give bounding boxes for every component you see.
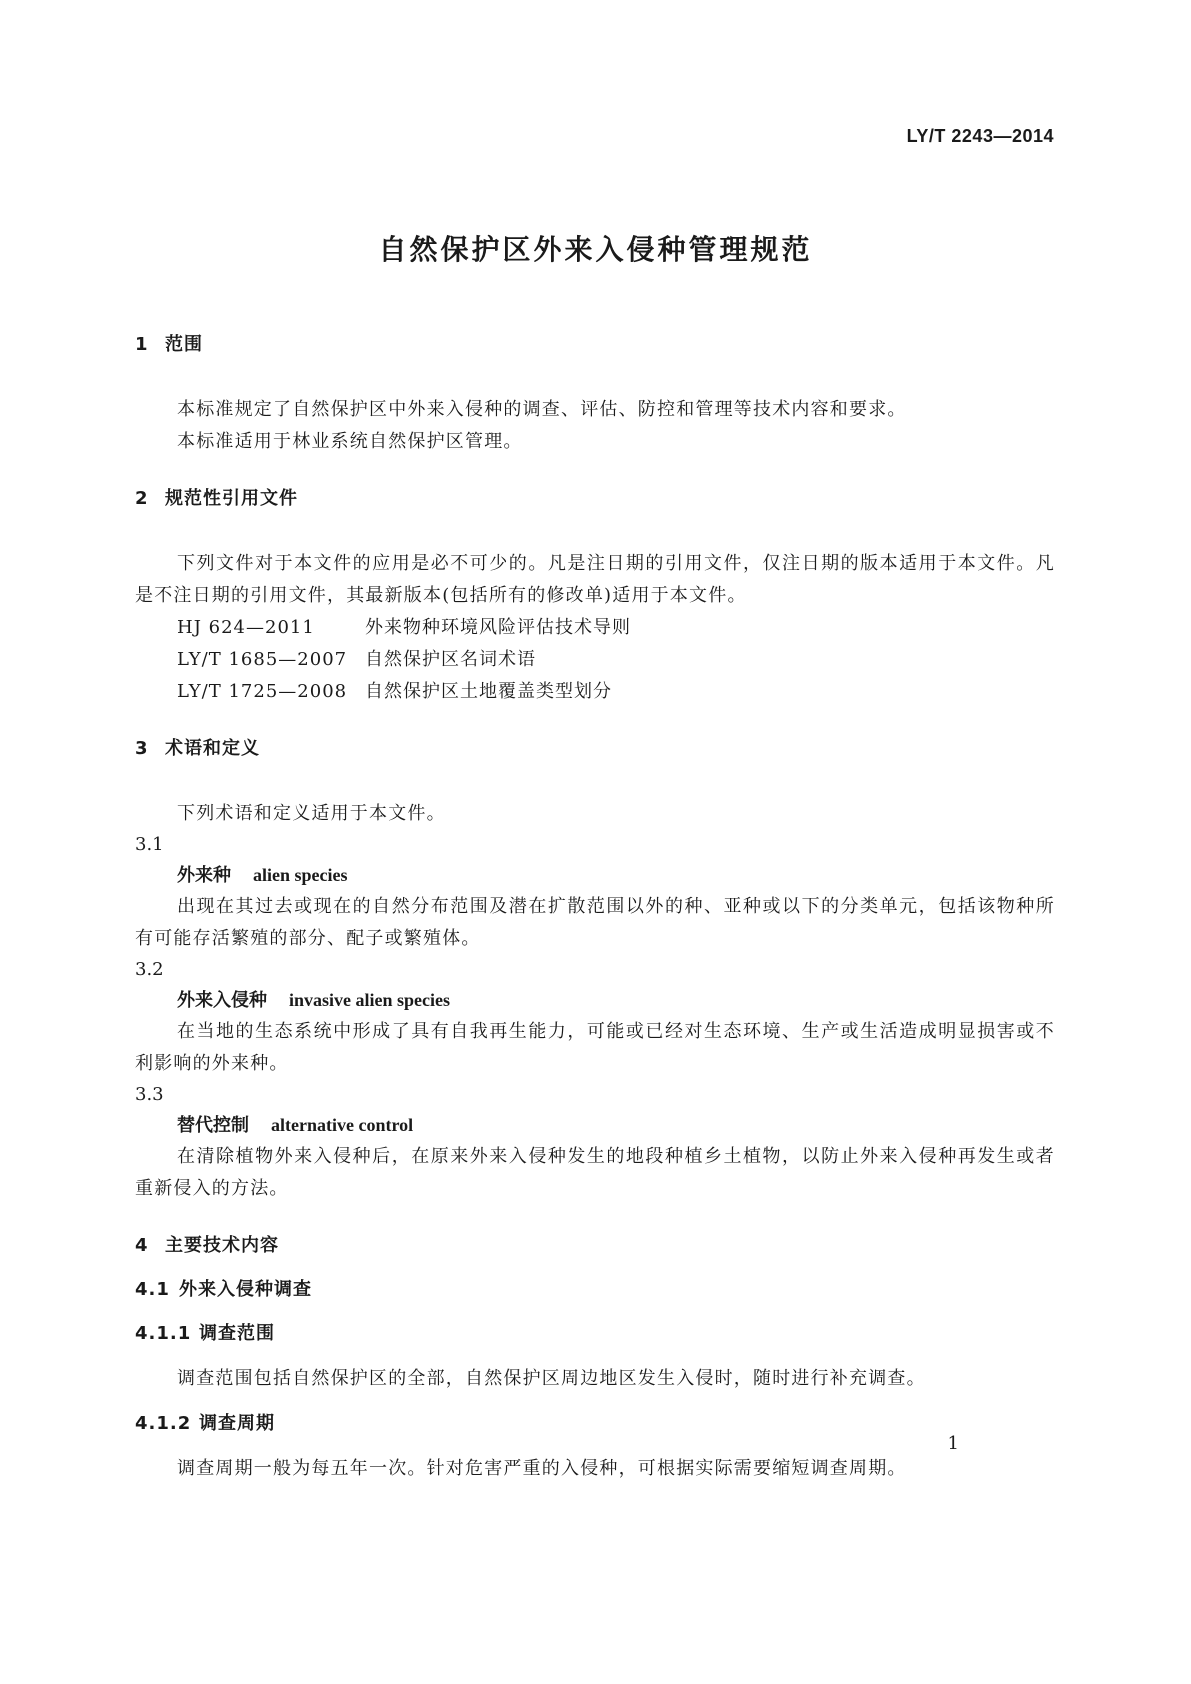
section-heading-4 (135, 1231, 1055, 1261)
section-title: 规范性引用文件 (165, 488, 298, 509)
section-number: 2 (135, 488, 149, 509)
term-number: 3.3 (135, 1084, 164, 1105)
section-number: 4 (135, 1235, 149, 1256)
section-title: 主要技术内容 (165, 1235, 279, 1256)
subsection-number: 4.1 (135, 1279, 170, 1300)
document-title: 自然保护区外来入侵种管理规范 (378, 233, 813, 266)
term-english: alien species (253, 865, 348, 885)
section-title: 范围 (165, 334, 203, 355)
reference-item (177, 612, 1055, 644)
reference-title: 自然保护区土地覆盖类型划分 (365, 681, 612, 702)
term-chinese: 外来种 (177, 865, 231, 886)
standard-code: LY/T 2243—2014 (906, 126, 1054, 146)
term-definition: 出现在其过去或现在的自然分布范围及潜在扩散范围以外的种、亚种或以下的分类单元，包括该物种所有可能存活繁殖的部分、配子或繁殖体。 (135, 896, 1055, 949)
subsection-heading-4-1-2 (135, 1409, 1055, 1439)
paragraph: 调查范围包括自然保护区的全部，自然保护区周边地区发生入侵时，随时进行补充调查。 (177, 1368, 926, 1389)
section-number: 3 (135, 738, 149, 759)
reference-item (177, 676, 1055, 708)
paragraph: 本标准规定了自然保护区中外来入侵种的调查、评估、防控和管理等技术内容和要求。 (177, 399, 907, 420)
subsection-heading-4-1-1 (135, 1319, 1055, 1349)
subsection-heading-4-1 (135, 1275, 1055, 1305)
subsection-number: 4.1.2 (135, 1413, 192, 1434)
reference-code: LY/T 1685—2007 (177, 649, 348, 670)
paragraph: 本标准适用于林业系统自然保护区管理。 (177, 431, 523, 452)
term-english: invasive alien species (289, 990, 450, 1010)
subsection-title: 外来入侵种调查 (179, 1279, 312, 1300)
reference-title: 自然保护区名词术语 (365, 649, 536, 670)
term-heading (177, 1110, 1055, 1141)
subsection-title: 调查范围 (199, 1323, 275, 1344)
term-chinese: 外来入侵种 (177, 990, 267, 1011)
subsection-number: 4.1.1 (135, 1323, 192, 1344)
reference-title: 外来物种环境风险评估技术导则 (365, 617, 631, 638)
reference-item (177, 644, 1055, 676)
section-heading-2 (135, 484, 1055, 514)
term-chinese: 替代控制 (177, 1115, 249, 1136)
term-definition: 在清除植物外来入侵种后，在原来外来入侵种发生的地段种植乡土植物，以防止外来入侵种再发生或者重新侵入的方法。 (135, 1146, 1055, 1199)
section-number: 1 (135, 334, 149, 355)
document-body (135, 330, 1055, 1485)
paragraph: 下列文件对于本文件的应用是必不可少的。凡是注日期的引用文件，仅注日期的版本适用于本文件。凡是不注日期的引用文件，其最新版本(包括所有的修改单)适用于本文件。 (135, 553, 1055, 606)
term-english: alternative control (271, 1115, 414, 1135)
term-number: 3.2 (135, 959, 164, 980)
term-heading (177, 985, 1055, 1016)
paragraph: 调查周期一般为每五年一次。针对危害严重的入侵种，可根据实际需要缩短调查周期。 (177, 1458, 907, 1479)
paragraph: 下列术语和定义适用于本文件。 (177, 803, 446, 824)
page-number: 1 (947, 1433, 959, 1454)
subsection-title: 调查周期 (199, 1413, 275, 1434)
reference-code: HJ 624—2011 (177, 617, 315, 638)
section-title: 术语和定义 (165, 738, 260, 759)
term-definition: 在当地的生态系统中形成了具有自我再生能力，可能或已经对生态环境、生产或生活造成明显损害或不利影响的外来种。 (135, 1021, 1055, 1074)
section-heading-3 (135, 734, 1055, 764)
section-heading-1 (135, 330, 1055, 360)
reference-code: LY/T 1725—2008 (177, 681, 348, 702)
term-number: 3.1 (135, 834, 164, 855)
term-heading (177, 860, 1055, 891)
